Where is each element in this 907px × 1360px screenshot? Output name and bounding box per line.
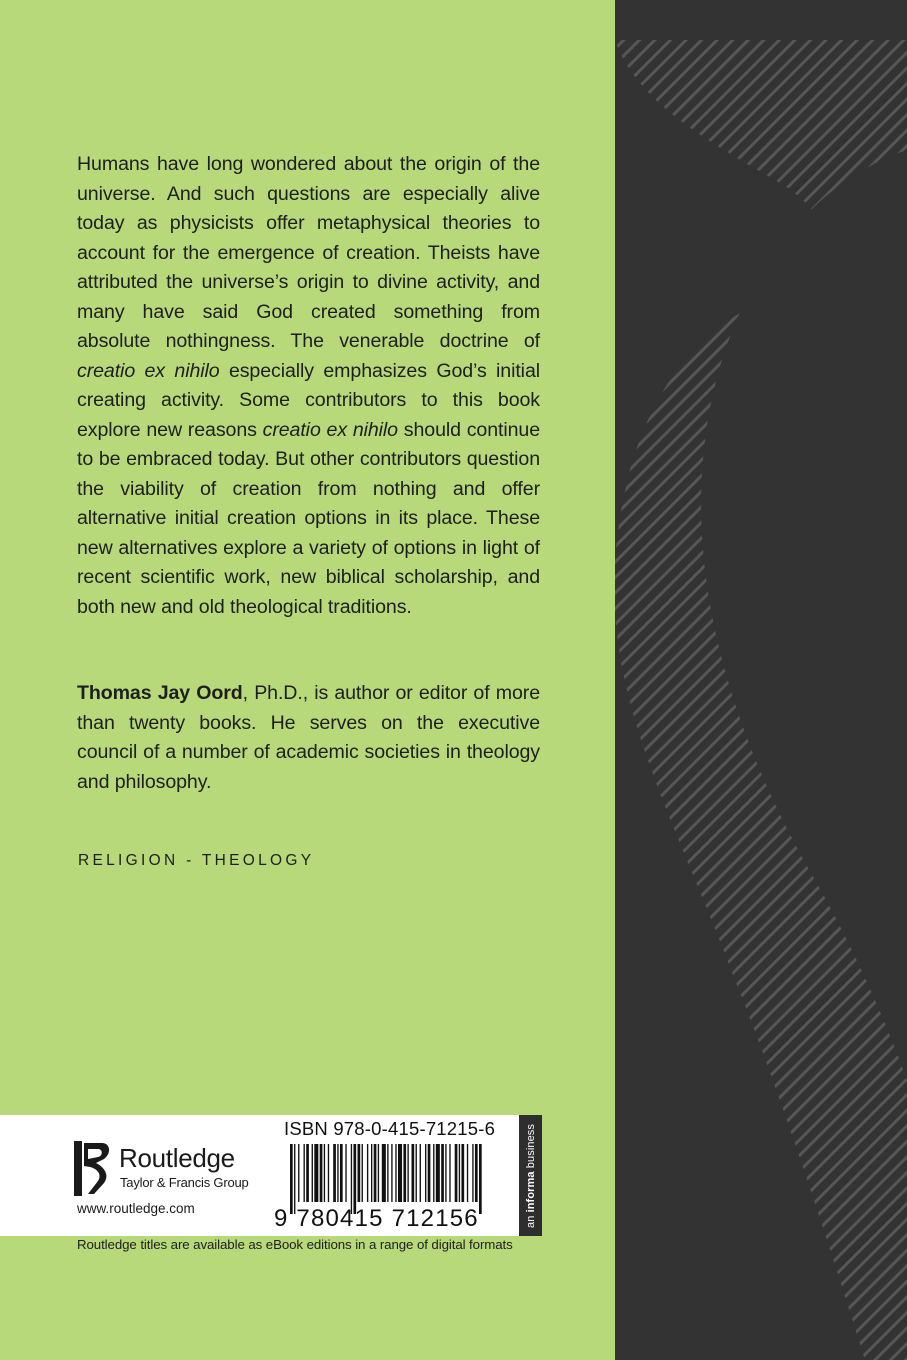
- barcode-bar: [353, 1144, 356, 1214]
- barcode-bar: [312, 1144, 313, 1202]
- barcode-bar: [298, 1144, 299, 1202]
- barcode-bar: [449, 1144, 450, 1202]
- italic-phrase: creatio ex nihilo: [77, 359, 220, 382]
- barcode-bar: [304, 1144, 305, 1202]
- barcode-bar: [428, 1144, 431, 1202]
- informa-label: an informa business: [524, 1123, 537, 1228]
- barcode-bar: [345, 1144, 346, 1202]
- ebook-note: Routledge titles are available as eBook editions in a range of digital formats: [77, 1237, 513, 1252]
- barcode-bar: [459, 1144, 460, 1202]
- barcode-bar: [445, 1144, 446, 1202]
- barcode-bar: [416, 1144, 417, 1202]
- barcode-bar: [314, 1144, 318, 1202]
- barcode-bar: [324, 1144, 325, 1202]
- informa-tab: [519, 1115, 542, 1236]
- publisher-group: Taylor & Francis Group: [120, 1175, 249, 1190]
- barcode-bar: [290, 1144, 293, 1214]
- barcode-bar: [472, 1144, 473, 1202]
- book-description: Humans have long wondered about the origin of the universe. And such questions are especially alive today as physicists offer metaphysical theories to account for the emergence of creation. Theists have attributed the universe’s origin to divine activity, and many have said God created something from absolute nothingness. The venerable doctrine of creatio ex nihilo especially emphasizes God’s initial creating activity. Some contributors to this book explore new reasons creatio ex nihilo should continue to be embraced today. But other contributors question the viability of creation from nothing and offer alternative initial creation options in its place. These new alternatives explore a variety of options in light of recent scientific work, new biblical scholarship, and both new and old theological traditions.: [77, 153, 541, 618]
- isbn-label: ISBN 978-0-415-71215-6: [284, 1118, 496, 1139]
- barcode-bar: [455, 1144, 458, 1202]
- barcode-bar: [407, 1144, 408, 1202]
- barcode-number: 9 780415 712156: [274, 1205, 479, 1228]
- barcode-bar: [362, 1144, 363, 1202]
- barcode-bar: [412, 1144, 415, 1202]
- barcode-bar: [378, 1144, 379, 1202]
- publisher-website[interactable]: www.routledge.com: [77, 1201, 195, 1216]
- barcode-bar: [328, 1144, 329, 1202]
- barcode-bar: [351, 1144, 352, 1214]
- barcode-bar: [398, 1144, 402, 1202]
- barcode-bar: [333, 1144, 336, 1202]
- barcode-bar: [403, 1144, 406, 1202]
- barcode-bar: [320, 1144, 323, 1202]
- barcode-bar: [367, 1144, 368, 1202]
- barcode-bar: [479, 1144, 482, 1214]
- barcode-bar: [425, 1144, 426, 1202]
- barcode-bar: [475, 1144, 478, 1202]
- routledge-logo-icon: [74, 1141, 112, 1196]
- barcode-bar: [382, 1144, 386, 1202]
- barcode-bar: [306, 1144, 309, 1202]
- barcode-bar: [387, 1144, 388, 1202]
- publisher-name: Routledge: [119, 1143, 235, 1173]
- dark-striped-panel: [615, 0, 907, 1360]
- isbn-barcode: [270, 1144, 490, 1228]
- barcode-bar: [436, 1144, 440, 1202]
- barcode-bar: [371, 1144, 372, 1202]
- barcode-bar: [433, 1144, 434, 1202]
- barcode-bar: [467, 1144, 468, 1202]
- author-bio: Thomas Jay Oord, Ph.D., is author or editor of more than twenty books. He serves on the executive council of a number of academic societies in theology and philosophy.: [77, 682, 540, 793]
- barcode-bar: [395, 1144, 396, 1202]
- author-name: Thomas Jay Oord: [77, 682, 243, 704]
- barcode-bar: [340, 1144, 343, 1202]
- italic-phrase: creatio ex nihilo: [262, 418, 398, 441]
- subject-category: RELIGION - THEOLOGY: [78, 852, 315, 869]
- barcode-bar: [391, 1144, 392, 1202]
- barcode-bar: [374, 1144, 377, 1202]
- barcode-bar: [358, 1144, 361, 1202]
- barcode-bar: [294, 1144, 295, 1214]
- barcode-bar: [337, 1144, 338, 1202]
- barcode-bar: [420, 1144, 421, 1202]
- barcode-bar: [441, 1144, 444, 1202]
- barcode-bar: [461, 1144, 464, 1202]
